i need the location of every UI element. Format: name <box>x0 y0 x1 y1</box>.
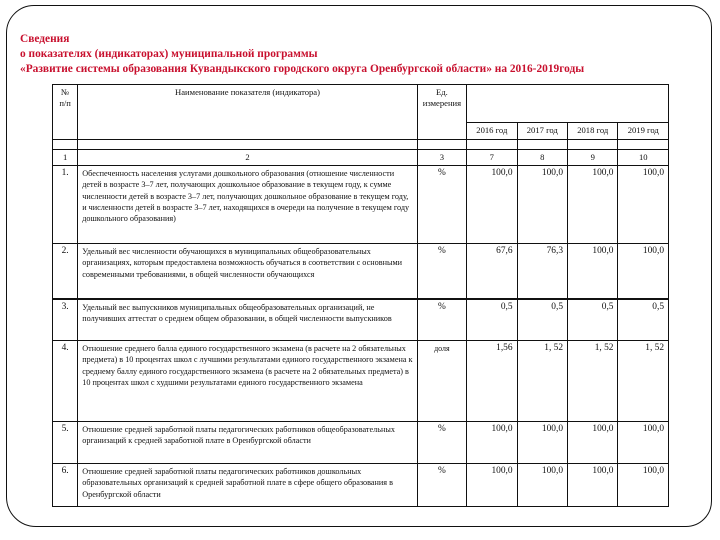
heading-line-3: «Развитие системы образования Кувандыкского городского округа Оренбургской области» на 2016-2019годы <box>20 63 585 75</box>
table-row <box>53 422 669 464</box>
header-year-2017: 2017 год <box>517 123 567 140</box>
value-2017: 76,3 <box>517 244 567 299</box>
value-2019: 100,0 <box>618 422 669 464</box>
unit: % <box>417 299 466 341</box>
row-number: 2. <box>53 244 78 299</box>
value-2017: 100,0 <box>517 166 567 244</box>
value-2018: 100,0 <box>568 244 618 299</box>
value-2018: 100,0 <box>568 464 618 507</box>
col-index: 9 <box>568 150 618 166</box>
col-index: 2 <box>78 150 418 166</box>
value-2019: 100,0 <box>618 166 669 244</box>
row-number: 3. <box>53 299 78 341</box>
col-index: 8 <box>517 150 567 166</box>
unit: доля <box>417 341 466 422</box>
value-2019: 100,0 <box>618 244 669 299</box>
row-number: 6. <box>53 464 78 507</box>
row-number: 4. <box>53 341 78 422</box>
header-num: № п/п <box>53 85 78 140</box>
value-2016: 100,0 <box>467 464 517 507</box>
document-heading <box>20 32 710 77</box>
value-2016: 0,5 <box>467 299 517 341</box>
header-year-2019: 2019 год <box>618 123 669 140</box>
col-index: 7 <box>467 150 517 166</box>
col-index: 1 <box>53 150 78 166</box>
indicator-name: Отношение среднего балла единого государственного экзамена (в расчете на 2 обязательных предмета) в 10 процентах школ с лучшими результатами единого государственного экзамена к среднему баллу единого государственного экзамена (в расчете на 2 обязательных предмета) в 10 процентах школ с худшими результатами единого государственного экзамена <box>78 341 418 422</box>
value-2016: 67,6 <box>467 244 517 299</box>
value-2018: 100,0 <box>568 422 618 464</box>
table-row <box>53 464 669 507</box>
value-2017: 100,0 <box>517 422 567 464</box>
value-2018: 1, 52 <box>568 341 618 422</box>
table-row <box>53 166 669 244</box>
indicator-name: Удельный вес численности обучающихся в муниципальных общеобразовательных организациях, которым предоставлена возможность обучаться в соответствии с основными современными требованиями, в общей численности обучающихся <box>78 244 418 299</box>
header-name: Наименование показателя (индикатора) <box>78 85 418 140</box>
value-2017: 100,0 <box>517 464 567 507</box>
spacer-row <box>53 140 669 150</box>
table-row <box>53 299 669 341</box>
unit: % <box>417 422 466 464</box>
value-2016: 100,0 <box>467 422 517 464</box>
header-year-2018: 2018 год <box>568 123 618 140</box>
header-unit: Ед. измерения <box>417 85 466 140</box>
col-index: 3 <box>417 150 466 166</box>
column-index-row <box>53 150 669 166</box>
row-number: 5. <box>53 422 78 464</box>
row-number: 1. <box>53 166 78 244</box>
indicator-name: Удельный вес выпускников муниципальных общеобразовательных организаций, не получивших аттестат о среднем общем образовании, в общей численности выпускников <box>78 299 418 341</box>
value-2016: 100,0 <box>467 166 517 244</box>
header-years-group <box>467 85 669 123</box>
value-2016: 1,56 <box>467 341 517 422</box>
indicators-table <box>52 84 669 507</box>
value-2017: 1, 52 <box>517 341 567 422</box>
unit: % <box>417 244 466 299</box>
heading-line-2: о показателях (индикаторах) муниципальной программы <box>20 48 318 60</box>
value-2019: 100,0 <box>618 464 669 507</box>
indicator-name: Отношение средней заработной платы педагогических работников дошкольных образовательных организаций к средней заработной плате в сфере общего образования в Оренбургской области <box>78 464 418 507</box>
value-2019: 1, 52 <box>618 341 669 422</box>
unit: % <box>417 464 466 507</box>
value-2019: 0,5 <box>618 299 669 341</box>
header-row <box>53 85 669 123</box>
col-index: 10 <box>618 150 669 166</box>
heading-line-1: Сведения <box>20 33 70 45</box>
value-2017: 0,5 <box>517 299 567 341</box>
indicator-name: Обеспеченность населения услугами дошкольного образования (отношение численности детей в возрасте 3–7 лет, получающих дошкольное образование в текущем году, к сумме численности детей в возрасте 3–7 лет, получающих дошкольное образование в текущем году, и численности детей в возрасте 3–7 лет, находящихся в очереди на получение в текущем году дошкольного образования) <box>78 166 418 244</box>
value-2018: 0,5 <box>568 299 618 341</box>
unit: % <box>417 166 466 244</box>
indicator-name: Отношение средней заработной платы педагогических работников общеобразовательных организаций к средней заработной плате в Оренбургской области <box>78 422 418 464</box>
header-year-2016: 2016 год <box>467 123 517 140</box>
value-2018: 100,0 <box>568 166 618 244</box>
table-row <box>53 341 669 422</box>
table-row <box>53 244 669 299</box>
